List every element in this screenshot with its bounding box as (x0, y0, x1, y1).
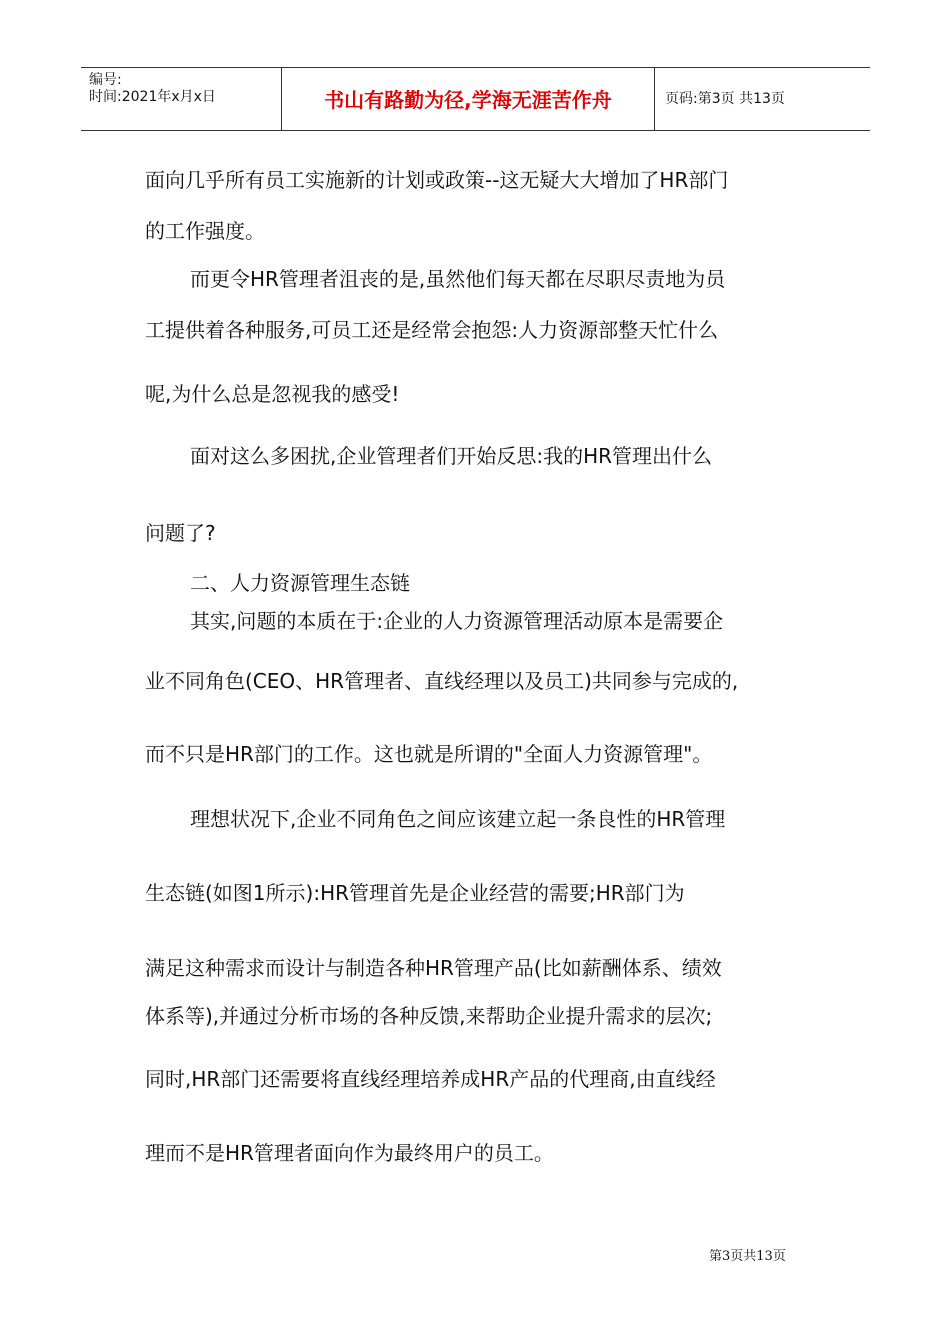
document-number-label: 编号: (89, 72, 122, 88)
body-line: 工提供着各种服务,可员工还是经常会抱怨:人力资源部整天忙什么 (145, 318, 719, 342)
header-page-cell (655, 68, 870, 130)
header-page-info: 页码:第3页 共13页 (665, 91, 785, 107)
body-line: 理而不是HR管理者面向作为最终用户的员工。 (145, 1141, 554, 1165)
document-header (81, 67, 870, 131)
body-line: 体系等),并通过分析市场的各种反馈,来帮助企业提升需求的层次; (145, 1004, 713, 1028)
header-motto-cell (282, 68, 655, 130)
body-line: 而不只是HR部门的工作。这也就是所谓的"全面人力资源管理"。 (145, 742, 713, 766)
body-line: 同时,HR部门还需要将直线经理培养成HR产品的代理商,由直线经 (145, 1067, 716, 1091)
footer-page-number: 第3页共13页 (709, 1249, 786, 1264)
body-line: 面对这么多困扰,企业管理者们开始反思:我的HR管理出什么 (190, 444, 713, 468)
body-line: 满足这种需求而设计与制造各种HR管理产品(比如薪酬体系、绩效 (145, 956, 722, 980)
body-line: 业不同角色(CEO、HR管理者、直线经理以及员工)共同参与完成的, (145, 669, 739, 693)
header-motto: 书山有路勤为径,学海无涯苦作舟 (324, 88, 612, 112)
section-heading: 二、人力资源管理生态链 (190, 571, 410, 595)
body-line: 其实,问题的本质在于:企业的人力资源管理活动原本是需要企 (190, 609, 724, 633)
body-line: 问题了? (145, 521, 216, 545)
body-line: 理想状况下,企业不同角色之间应该建立起一条良性的HR管理 (190, 807, 726, 831)
header-meta-cell (81, 68, 282, 130)
body-line: 面向几乎所有员工实施新的计划或政策--这无疑大大增加了HR部门 (145, 168, 729, 192)
body-line: 生态链(如图1所示):HR管理首先是企业经营的需要;HR部门为 (145, 881, 685, 905)
body-line: 而更令HR管理者沮丧的是,虽然他们每天都在尽职尽责地为员 (190, 267, 726, 291)
body-line: 呢,为什么总是忽视我的感受! (145, 382, 400, 406)
body-line: 的工作强度。 (145, 219, 265, 243)
document-date: 时间:2021年x月x日 (89, 89, 216, 105)
